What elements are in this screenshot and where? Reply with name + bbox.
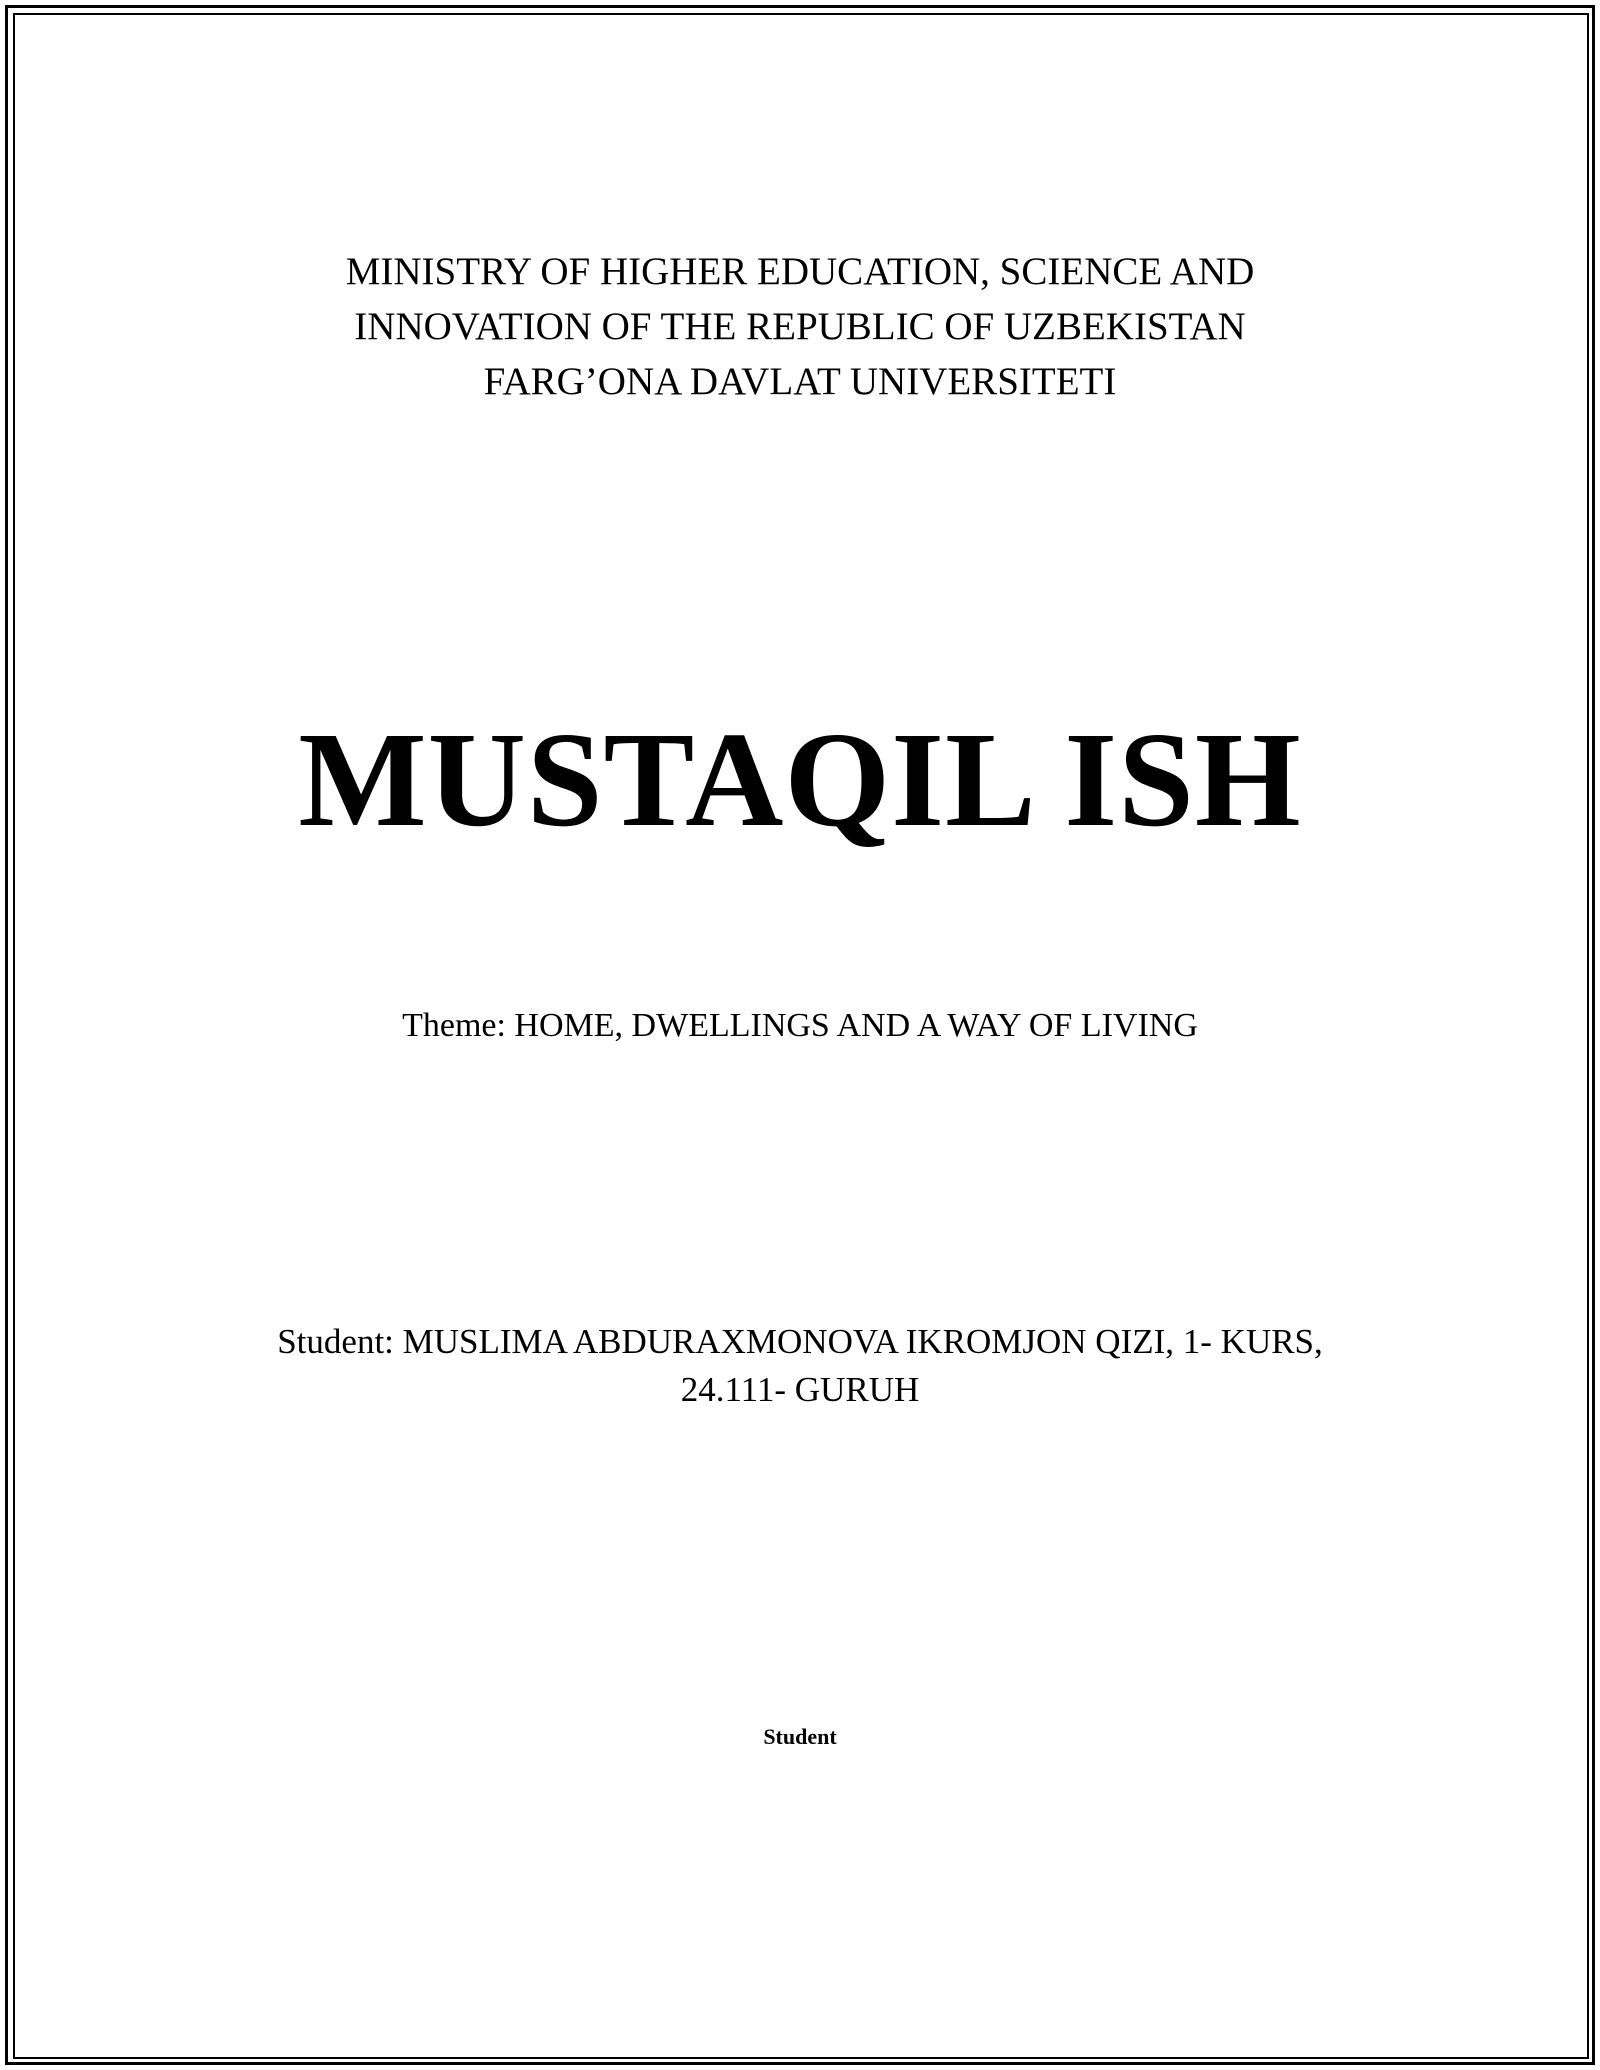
institution-header	[0, 244, 1600, 409]
student-line-2: 24.111- GURUH	[680, 1370, 920, 1409]
footer-label: Student	[763, 1724, 837, 1749]
document-title: MUSTAQIL ISH	[298, 705, 1302, 855]
student-line-1: Student: MUSLIMA ABDURAXMONOVA IKROMJON QIZI, 1- KURS,	[277, 1322, 1323, 1361]
theme-line: Theme: HOME, DWELLINGS AND A WAY OF LIVING	[402, 1007, 1198, 1044]
header-line-2: INNOVATION OF THE REPUBLIC OF UZBEKISTAN	[354, 305, 1246, 348]
header-line-3: FARG’ONA DAVLAT UNIVERSITETI	[483, 360, 1117, 403]
header-line-1: MINISTRY OF HIGHER EDUCATION, SCIENCE AND	[345, 250, 1255, 293]
student-info	[0, 1318, 1600, 1414]
